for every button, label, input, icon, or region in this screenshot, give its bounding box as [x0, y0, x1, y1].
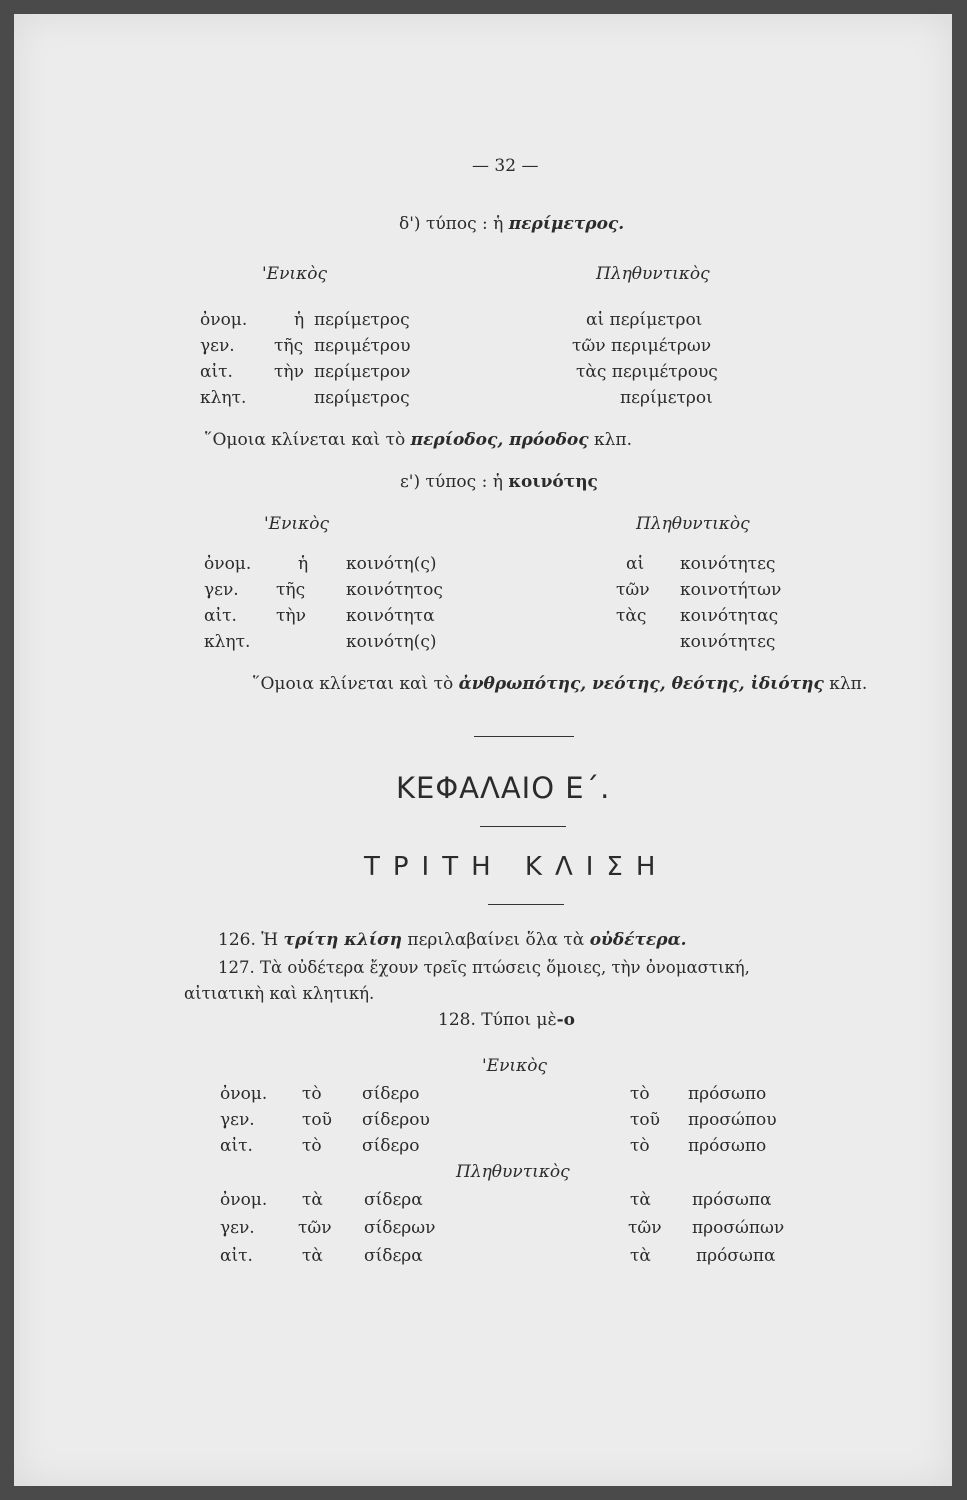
s-row-word: σίδερο [362, 1084, 420, 1104]
section-e-note: ῞Ομοια κλίνεται καὶ τὸ ἀνθρωπότης, νεότης, θεότης, ἰδιότης κλπ. [252, 674, 868, 694]
d-row-plural: αἱ περίμετροι [586, 310, 703, 330]
e-row-form: κοινότητος [346, 580, 443, 600]
e-row-article: ἡ [298, 554, 309, 574]
d-row-form: περίμετρος [314, 310, 410, 330]
p-row-article-2: τὰ [630, 1190, 651, 1210]
p-row-word: σίδερα [364, 1246, 423, 1266]
e-row-plural: κοινοτήτων [680, 580, 782, 600]
d-row-article: τῆς [274, 336, 304, 356]
book-page [14, 14, 952, 1486]
s-row-word-2: πρόσωπο [688, 1136, 767, 1156]
section-d-singular-header: 'Ενικὸς [262, 264, 327, 284]
e-row-plural-article: αἱ [626, 554, 645, 574]
e-row-article: τῆς [276, 580, 306, 600]
section-d-note: ῞Ομοια κλίνεται καὶ τὸ περίοδος, πρόοδος κλπ. [204, 430, 633, 450]
e-row-form: κοινότη(ς) [346, 632, 437, 652]
s-row-article: τὸ [302, 1136, 322, 1156]
e-row-plural-article: τῶν [616, 580, 650, 600]
s-row-case: αἰτ. [220, 1136, 253, 1156]
section-e-plural-header: Πληθυντικὸς [636, 514, 750, 534]
p-row-article: τὰ [302, 1190, 323, 1210]
chapter-subtitle: ΤΡΙΤΗ ΚΛΙΣΗ [364, 852, 669, 882]
e-row-article: τὴν [276, 606, 306, 626]
d-row-article: ἡ [294, 310, 305, 330]
d-row-plural: περίμετροι [620, 388, 713, 408]
divider [488, 904, 564, 905]
p-row-article-2: τῶν [628, 1218, 662, 1238]
d-row-plural: τὰς περιμέτρους [576, 362, 718, 382]
s-row-word-2: προσώπου [688, 1110, 777, 1130]
p-row-word-2: προσώπων [692, 1218, 785, 1238]
paragraph-128: 128. Τύποι μὲ-ο [438, 1010, 575, 1030]
p-row-article-2: τὰ [630, 1246, 651, 1266]
p-row-word: σίδερων [364, 1218, 436, 1238]
p-row-case: αἰτ. [220, 1246, 253, 1266]
e-row-plural: κοινότητες [680, 632, 776, 652]
e-row-form: κοινότητα [346, 606, 435, 626]
page-number: — 32 — [472, 156, 539, 176]
d-row-case: ὀνομ. [200, 310, 248, 330]
e-row-case: αἰτ. [204, 606, 237, 626]
p-row-word-2: πρόσωπα [692, 1190, 772, 1210]
d-row-plural: τῶν περιμέτρων [572, 336, 712, 356]
e-row-case: ὀνομ. [204, 554, 252, 574]
s-row-case: γεν. [220, 1110, 255, 1130]
paragraph-126: 126. Ἡ τρίτη κλίση περιλαβαίνει ὅλα τὰ οὐδέτερα. [218, 930, 687, 950]
s-row-article: τοῦ [302, 1110, 332, 1130]
p-row-article: τὰ [302, 1246, 323, 1266]
d-row-case: γεν. [200, 336, 235, 356]
e-row-case: γεν. [204, 580, 239, 600]
e-row-plural-article: τὰς [616, 606, 647, 626]
s-row-article-2: τὸ [630, 1136, 650, 1156]
divider [474, 736, 574, 737]
s-row-word: σίδερου [362, 1110, 430, 1130]
e-row-plural: κοινότητες [680, 554, 776, 574]
paragraph-127-line2: αἰτιατικὴ καὶ κλητική. [184, 984, 375, 1003]
table-128-plural-header: Πληθυντικὸς [456, 1162, 570, 1182]
d-row-form: περίμετρον [314, 362, 411, 382]
p-row-case: γεν. [220, 1218, 255, 1238]
e-row-case: κλητ. [204, 632, 251, 652]
p-row-article: τῶν [298, 1218, 332, 1238]
divider [480, 826, 566, 827]
s-row-article: τὸ [302, 1084, 322, 1104]
p-row-case: ὀνομ. [220, 1190, 268, 1210]
p-row-word-2: πρόσωπα [696, 1246, 776, 1266]
s-row-article-2: τὸ [630, 1084, 650, 1104]
table-128-singular-header: 'Ενικὸς [482, 1056, 547, 1076]
p-row-word: σίδερα [364, 1190, 423, 1210]
s-row-word: σίδερο [362, 1136, 420, 1156]
s-row-case: ὀνομ. [220, 1084, 268, 1104]
section-e-heading: ε') τύπος : ἡ κοινότης [400, 472, 598, 492]
d-row-article: τὴν [274, 362, 304, 382]
section-d-heading: δ') τύπος : ἡ περίμετρος. [399, 214, 625, 234]
section-d-plural-header: Πληθυντικὸς [596, 264, 710, 284]
s-row-word-2: πρόσωπο [688, 1084, 767, 1104]
d-row-form: περίμετρος [314, 388, 410, 408]
chapter-title: ΚΕΦΑΛΑΙΟ Ε΄. [396, 771, 611, 805]
e-row-plural: κοινότητας [680, 606, 779, 626]
paragraph-127-line1: 127. Τὰ οὐδέτερα ἔχουν τρεῖς πτώσεις ὅμοιες, τὴν ὀνομαστική, [218, 958, 750, 977]
d-row-form: περιμέτρου [314, 336, 411, 356]
d-row-case: αἰτ. [200, 362, 233, 382]
d-row-case: κλητ. [200, 388, 247, 408]
s-row-article-2: τοῦ [630, 1110, 660, 1130]
section-e-singular-header: 'Ενικὸς [264, 514, 329, 534]
e-row-form: κοινότη(ς) [346, 554, 437, 574]
